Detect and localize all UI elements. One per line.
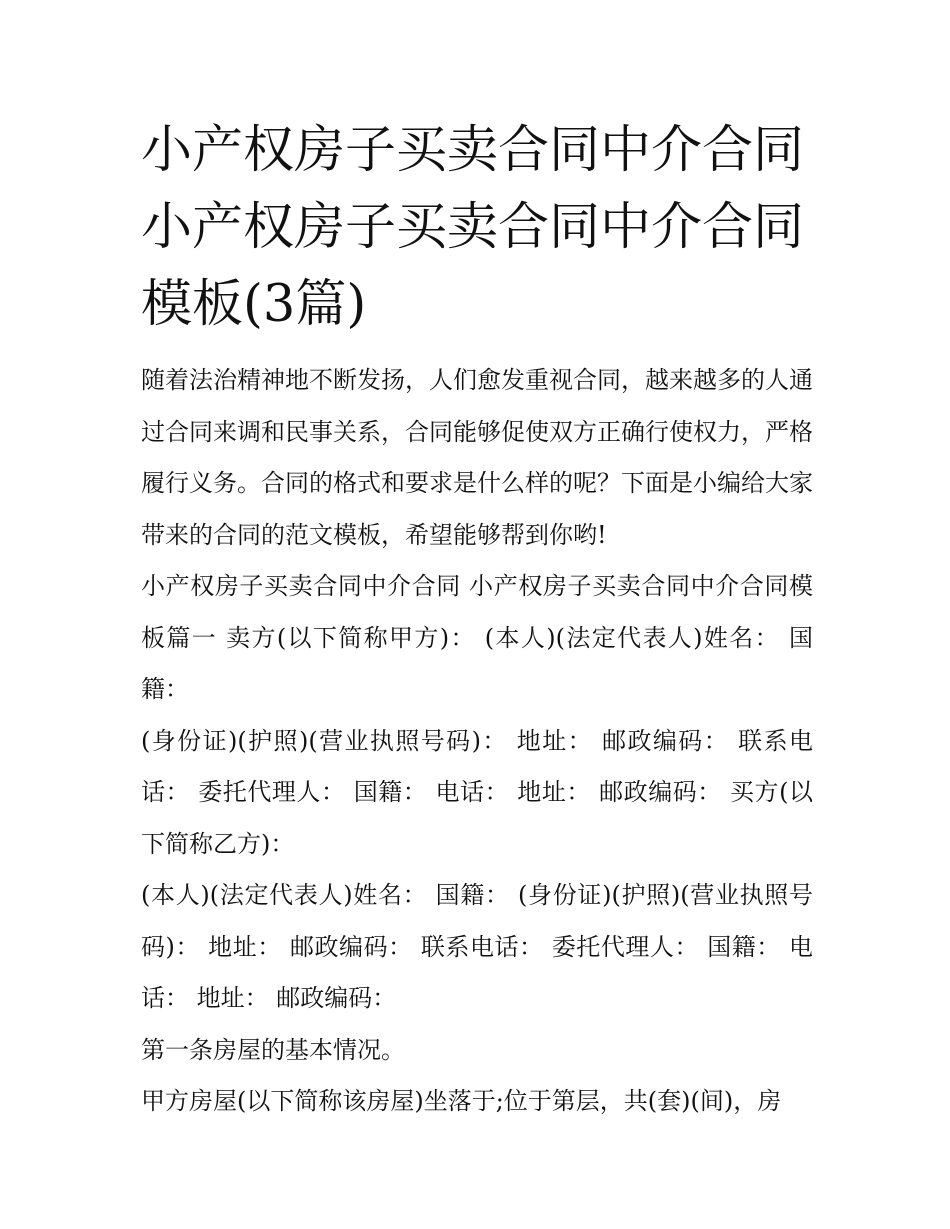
- paragraph-seller-info: 小产权房子买卖合同中介合同 小产权房子买卖合同中介合同模板篇一 卖方(以下简称甲方)： (本人)(法定代表人)姓名： 国籍：: [141, 572, 813, 703]
- document-body: [141, 355, 813, 1128]
- paragraph-intro: 随着法治精神地不断发扬，人们愈发重视合同，越来越多的人通过合同来调和民事关系，合同能够促使双方正确行使权力，严格履行义务。合同的格式和要求是什么样的呢？下面是小编给大家带来的合同的范文模板，希望能够帮到你哟!: [141, 366, 813, 549]
- paragraph-seller-details: (身份证)(护照)(营业执照号码)： 地址： 邮政编码： 联系电话： 委托代理人： 国籍： 电话： 地址： 邮政编码： 买方(以下简称乙方)：: [141, 726, 813, 858]
- paragraph-buyer-details: (本人)(法定代表人)姓名： 国籍： (身份证)(护照)(营业执照号码)： 地址： 邮政编码： 联系电话： 委托代理人： 国籍： 电话： 地址： 邮政编码：: [141, 881, 813, 1012]
- paragraph-house-location: 甲方房屋(以下简称该房屋)坐落于;位于第层，共(套)(间)，房: [141, 1087, 782, 1115]
- paragraph-article-one: 第一条房屋的基本情况。: [141, 1035, 405, 1064]
- document-title: 小产权房子买卖合同中介合同小产权房子买卖合同中介合同模板(3篇): [141, 121, 805, 334]
- document-page: [141, 112, 813, 1128]
